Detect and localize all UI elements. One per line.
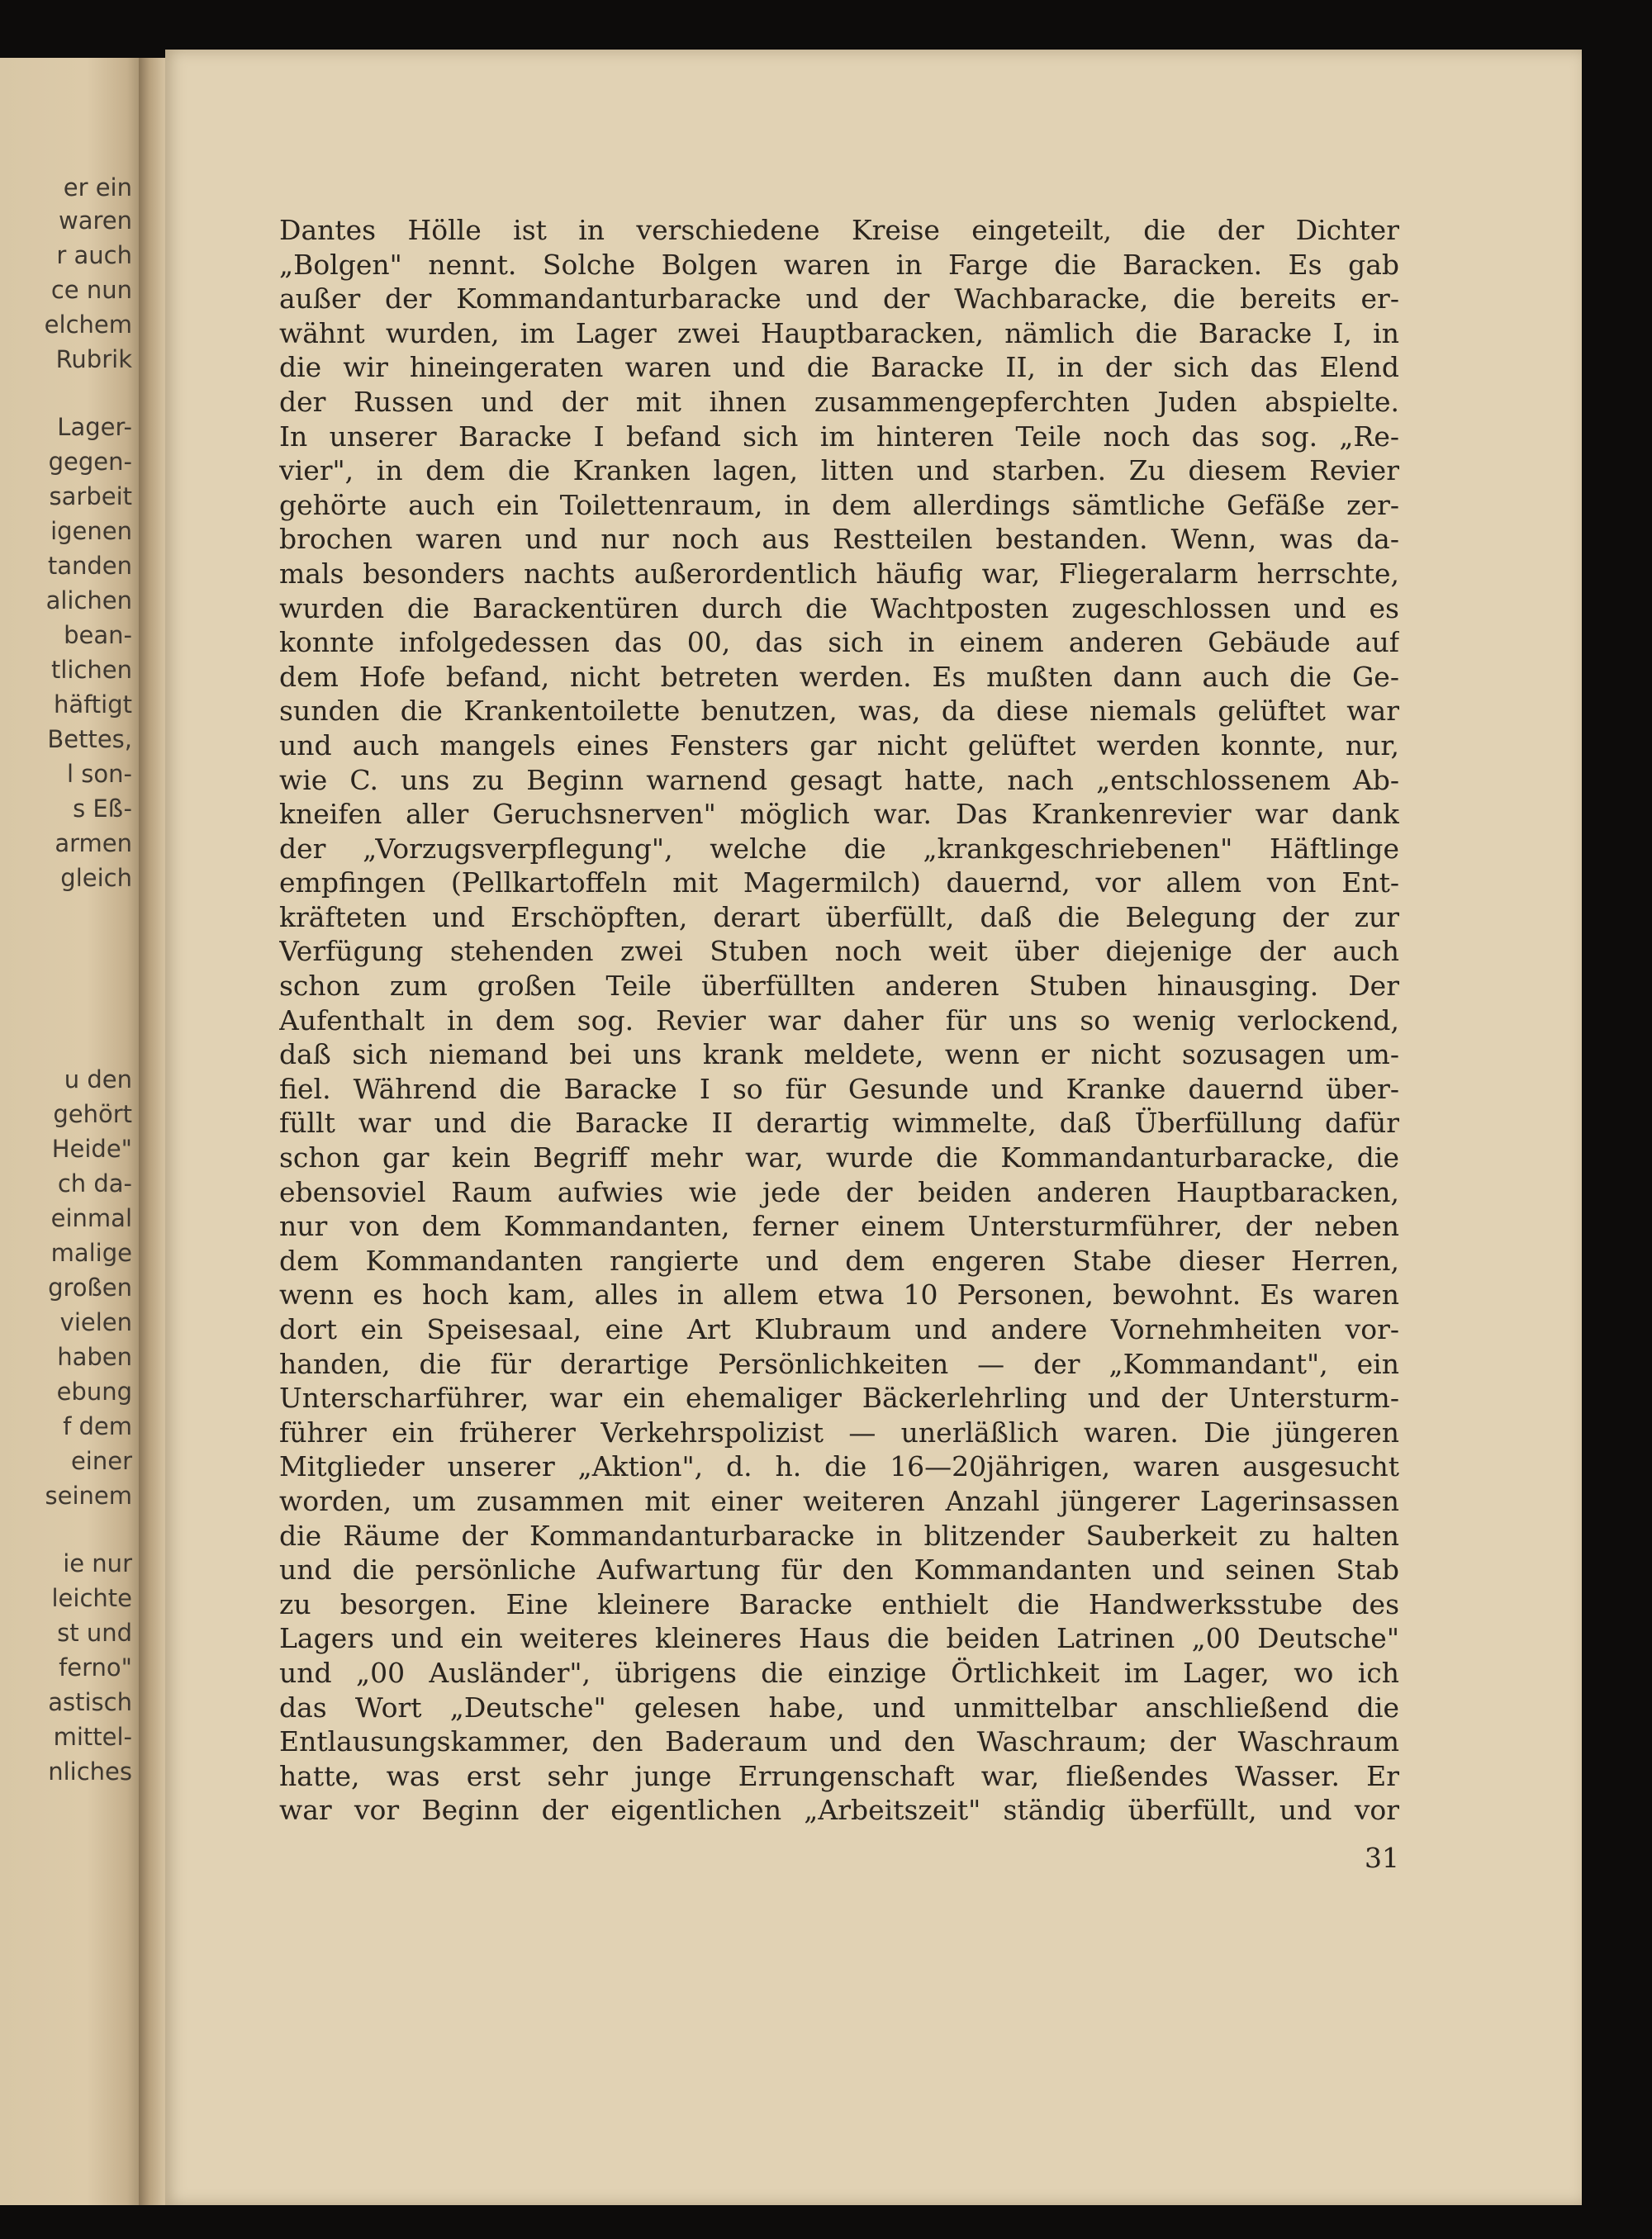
left-page-fragment: ebung: [56, 1378, 132, 1406]
left-page-fragment: leichte: [51, 1584, 132, 1612]
left-page-fragment: waren: [59, 206, 132, 235]
text-line: und „00 Ausländer", übrigens die einzige Örtlichkeit im Lager, wo ich: [279, 1656, 1399, 1689]
text-line: kräfteten und Erschöpften, derart überfüllt, daß die Belegung der zur: [279, 900, 1399, 933]
text-line: nur von dem Kommandanten, ferner einem Untersturmführer, der neben: [279, 1210, 1399, 1243]
left-page-fragment: vielen: [59, 1308, 132, 1336]
text-line: die wir hineingeraten waren und die Baracke II, in der sich das Elend: [279, 351, 1399, 384]
left-page-fragment: ce nun: [50, 276, 132, 304]
left-page-fragment: ch da-: [57, 1169, 132, 1198]
text-line: vier", in dem die Kranken lagen, litten und starben. Zu diesem Revier: [279, 454, 1399, 487]
text-line: dort ein Speisesaal, eine Art Klubraum und andere Vornehmheiten vor-: [279, 1313, 1399, 1345]
left-page-fragment: st und: [57, 1619, 132, 1647]
left-page-fragment: gehört: [53, 1100, 132, 1128]
left-page-fragment: Rubrik: [55, 345, 132, 373]
text-line: wähnt wurden, im Lager zwei Hauptbaracken, nämlich die Baracke I, in: [279, 316, 1399, 349]
left-page-fragment: seinem: [45, 1482, 132, 1510]
text-line: handen, die für derartige Persönlichkeiten — der „Kommandant", ein: [279, 1347, 1399, 1380]
left-page-fragment: igenen: [50, 517, 132, 545]
text-line: Verfügung stehenden zwei Stuben noch weit über diejenige der auch: [279, 935, 1399, 968]
left-page-fragment: großen: [48, 1274, 132, 1302]
text-line: Aufenthalt in dem sog. Revier war daher für uns so wenig verlockend,: [279, 1003, 1399, 1036]
text-line: schon gar kein Begriff mehr war, wurde die Kommandanturbaracke, die: [279, 1141, 1399, 1174]
left-page-fragment: bean-: [64, 621, 132, 649]
text-line: wenn es hoch kam, alles in allem etwa 10 Personen, bewohnt. Es waren: [279, 1278, 1399, 1312]
left-page-fragment: tlichen: [50, 656, 132, 684]
text-line: der Russen und der mit ihnen zusammengepferchten Juden abspielte.: [279, 385, 1399, 418]
text-line: dem Kommandanten rangierte und dem engeren Stabe dieser Herren,: [279, 1244, 1399, 1277]
text-line: wurden die Barackentüren durch die Wachtposten zugeschlossen und es: [279, 591, 1399, 624]
text-line: führer ein früherer Verkehrspolizist — unerläßlich waren. Die jüngeren: [279, 1416, 1399, 1449]
text-line: mals besonders nachts außerordentlich häufig war, Fliegeralarm herrschte,: [279, 557, 1399, 590]
body-text: [279, 213, 1399, 1828]
left-page-fragment: nliches: [48, 1758, 132, 1786]
left-page-fragment: l son-: [67, 760, 132, 788]
text-line: das Wort „Deutsche" gelesen habe, und unmittelbar anschließend die: [279, 1691, 1399, 1724]
text-line: „Bolgen" nennt. Solche Bolgen waren in Farge die Baracken. Es gab: [279, 248, 1399, 281]
text-line: und auch mangels eines Fensters gar nicht gelüftet werden konnte, nur,: [279, 728, 1399, 761]
left-page-fragment: alichen: [45, 586, 132, 614]
left-page-fragment: astisch: [48, 1688, 132, 1716]
left-page-fragment: einmal: [50, 1204, 132, 1232]
text-line: sunden die Krankentoilette benutzen, was, da diese niemals gelüftet war: [279, 695, 1399, 728]
left-page-fragment: ferno": [59, 1653, 132, 1682]
text-line: worden, um zusammen mit einer weiteren Anzahl jüngerer Lagerinsassen: [279, 1484, 1399, 1517]
text-line: In unserer Baracke I befand sich im hinteren Teile noch das sog. „Re-: [279, 420, 1399, 453]
left-page-fragment: mittel-: [53, 1723, 132, 1751]
left-page-fragment: f dem: [63, 1412, 132, 1440]
text-line: ebensoviel Raum aufwies wie jede der beiden anderen Hauptbaracken,: [279, 1175, 1399, 1208]
text-line: Lagers und ein weiteres kleineres Haus die beiden Latrinen „00 Deutsche": [279, 1622, 1399, 1655]
text-line: war vor Beginn der eigentlichen „Arbeitszeit" ständig überfüllt, und vor: [279, 1794, 1399, 1827]
left-page-fragment: sarbeit: [49, 482, 132, 510]
text-line: kneifen aller Geruchsnerven" möglich war. Das Krankenrevier war dank: [279, 798, 1399, 831]
left-page-fragment: haben: [57, 1343, 132, 1371]
text-line: brochen waren und nur noch aus Restteilen bestanden. Wenn, was da-: [279, 523, 1399, 556]
left-page-fragment: ie nur: [63, 1549, 132, 1577]
text-line: wie C. uns zu Beginn warnend gesagt hatte, nach „entschlossenem Ab-: [279, 763, 1399, 796]
left-page-fragment: gleich: [60, 864, 132, 892]
text-line: Unterscharführer, war ein ehemaliger Bäckerlehrling und der Untersturm-: [279, 1382, 1399, 1415]
left-page-fragment: elchem: [44, 311, 132, 339]
left-page-fragment: er ein: [63, 173, 132, 202]
left-page-fragment: u den: [64, 1065, 132, 1093]
text-line: Mitglieder unserer „Aktion", d. h. die 16—20jährigen, waren ausgesucht: [279, 1450, 1399, 1483]
left-page-fragment: Lager-: [57, 413, 132, 441]
page-number: 31: [1365, 1842, 1399, 1874]
text-line: füllt war und die Baracke II derartig wimmelte, daß Überfüllung dafür: [279, 1107, 1399, 1140]
left-page-fragment: armen: [55, 829, 132, 857]
text-line: schon zum großen Teile überfüllten anderen Stuben hinausging. Der: [279, 970, 1399, 1003]
left-page-fragment: r auch: [56, 241, 132, 269]
text-line: zu besorgen. Eine kleinere Baracke enthielt die Handwerksstube des: [279, 1587, 1399, 1620]
right-page: [165, 50, 1582, 2205]
text-line: gehörte auch ein Toilettenraum, in dem allerdings sämtliche Gefäße zer-: [279, 488, 1399, 521]
text-line: empfingen (Pellkartoffeln mit Magermilch) dauernd, vor allem von Ent-: [279, 866, 1399, 899]
text-line: der „Vorzugsverpflegung", welche die „krankgeschriebenen" Häftlinge: [279, 832, 1399, 865]
text-line: und die persönliche Aufwartung für den Kommandanten und seinen Stab: [279, 1554, 1399, 1587]
left-page-fragment: gegen-: [48, 448, 132, 476]
text-line: hatte, was erst sehr junge Errungenschaft war, fließendes Wasser. Er: [279, 1759, 1399, 1792]
text-line: außer der Kommandanturbaracke und der Wachbaracke, die bereits er-: [279, 282, 1399, 315]
text-line: fiel. Während die Baracke I so für Gesunde und Kranke dauernd über-: [279, 1072, 1399, 1105]
text-line: konnte infolgedessen das 00, das sich in einem anderen Gebäude auf: [279, 626, 1399, 659]
left-page-fragment: Bettes,: [47, 725, 132, 753]
left-page-fragment: einer: [70, 1447, 132, 1475]
left-page-fragment: s Eß-: [73, 795, 132, 823]
left-page-fragment: häftigt: [53, 690, 132, 719]
left-page-fragment: malige: [50, 1239, 132, 1267]
text-line: Dantes Hölle ist in verschiedene Kreise eingeteilt, die der Dichter: [279, 214, 1399, 246]
text-line: dem Hofe befand, nicht betreten werden. Es mußten dann auch die Ge-: [279, 660, 1399, 693]
left-page-fragment: tanden: [47, 552, 132, 580]
left-page-fragment: Heide": [51, 1135, 132, 1163]
text-line: daß sich niemand bei uns krank meldete, wenn er nicht sozusagen um-: [279, 1038, 1399, 1071]
text-line: Entlausungskammer, den Baderaum und den Waschraum; der Waschraum: [279, 1725, 1399, 1758]
text-line: die Räume der Kommandanturbaracke in blitzender Sauberkeit zu halten: [279, 1519, 1399, 1552]
left-page: [0, 58, 145, 2205]
